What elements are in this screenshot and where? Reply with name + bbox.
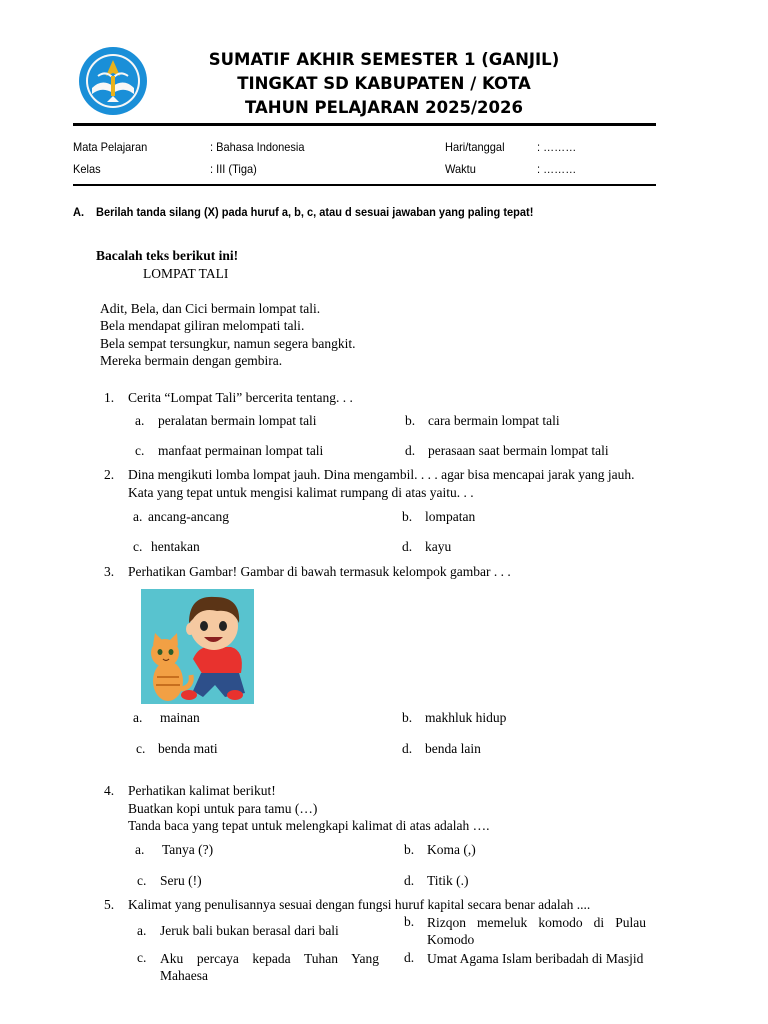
question-text: Perhatikan kalimat berikut! bbox=[128, 783, 276, 798]
header-rule bbox=[73, 123, 656, 126]
question-text: Kata yang tepat untuk mengisi kalimat rumpang di atas yaitu. . . bbox=[128, 485, 474, 500]
option-text: cara bermain lompat tali bbox=[428, 413, 560, 428]
reading-prompt: Bacalah teks berikut ini! bbox=[96, 248, 239, 263]
section-letter: A. bbox=[73, 205, 85, 219]
option-letter: b. bbox=[404, 842, 415, 857]
option-text: Aku percaya kepada Tuhan Yang Mahaesa bbox=[160, 951, 379, 983]
reading-line: Bela sempat tersungkur, namun segera bangkit. bbox=[100, 336, 356, 351]
option-text: kayu bbox=[425, 539, 452, 554]
class-label: Kelas bbox=[73, 162, 101, 176]
time-label: Waktu bbox=[445, 162, 476, 176]
option-letter: c. bbox=[135, 443, 145, 458]
option-letter: b. bbox=[402, 509, 413, 524]
exam-title bbox=[140, 48, 628, 120]
day-value: : ……… bbox=[537, 140, 577, 154]
option-letter: c. bbox=[133, 539, 143, 554]
subject-value: : Bahasa Indonesia bbox=[210, 140, 305, 154]
option-letter: b. bbox=[405, 413, 416, 428]
option-letter: d. bbox=[405, 443, 416, 458]
option-text: mainan bbox=[160, 710, 200, 725]
boy-with-cat-illustration bbox=[141, 589, 254, 704]
option-text: benda mati bbox=[158, 741, 218, 756]
question-text: Tanda baca yang tepat untuk melengkapi kalimat di atas adalah …. bbox=[128, 818, 490, 833]
question-number: 1. bbox=[104, 390, 115, 405]
option-text: Koma (,) bbox=[427, 842, 476, 857]
option-letter: b. bbox=[404, 914, 415, 929]
time-value: : ……… bbox=[537, 162, 577, 176]
option-letter: d. bbox=[404, 950, 415, 965]
option-letter: d. bbox=[404, 873, 415, 888]
option-letter: b. bbox=[402, 710, 413, 725]
option-letter: a. bbox=[135, 413, 145, 428]
option-letter: a. bbox=[137, 923, 147, 938]
option-text: benda lain bbox=[425, 741, 481, 756]
question-text: Dina mengikuti lomba lompat jauh. Dina mengambil. . . . agar bisa mencapai jarak yang jauh. bbox=[128, 467, 635, 482]
option-letter: c. bbox=[137, 873, 147, 888]
question-text: Kalimat yang penulisannya sesuai dengan fungsi huruf kapital secara benar adalah .... bbox=[128, 897, 591, 912]
reading-title: LOMPAT TALI bbox=[143, 266, 229, 281]
option-letter: a. bbox=[135, 842, 145, 857]
section-instruction: Berilah tanda silang (X) pada huruf a, b, c, atau d sesuai jawaban yang paling tepat! bbox=[96, 205, 534, 219]
option-letter: c. bbox=[137, 950, 147, 965]
tut-wuri-handayani-logo bbox=[76, 46, 150, 116]
title-line-3: TAHUN PELAJARAN 2025/2026 bbox=[245, 98, 523, 117]
option-text: Seru (!) bbox=[160, 873, 202, 888]
question-number: 5. bbox=[104, 897, 115, 912]
class-value: : III (Tiga) bbox=[210, 162, 257, 176]
option-text: Tanya (?) bbox=[162, 842, 214, 857]
option-text: perasaan saat bermain lompat tali bbox=[428, 443, 609, 458]
option-text: Umat Agama Islam beribadah di Masjid bbox=[427, 951, 644, 966]
info-rule bbox=[73, 184, 656, 186]
option-letter: a. bbox=[133, 509, 143, 524]
option-text: lompatan bbox=[425, 509, 476, 524]
question-number: 2. bbox=[104, 467, 115, 482]
option-text: makhluk hidup bbox=[425, 710, 507, 725]
question-number: 4. bbox=[104, 783, 115, 798]
title-line-2: TINGKAT SD KABUPATEN / KOTA bbox=[237, 74, 531, 93]
question-text: Buatkan kopi untuk para tamu (…) bbox=[128, 801, 318, 816]
question-number: 3. bbox=[104, 564, 115, 579]
option-letter: d. bbox=[402, 539, 413, 554]
option-text: peralatan bermain lompat tali bbox=[158, 413, 317, 428]
option-letter: c. bbox=[136, 741, 146, 756]
reading-line: Mereka bermain dengan gembira. bbox=[100, 353, 283, 368]
option-text: hentakan bbox=[151, 539, 200, 554]
question-text: Cerita “Lompat Tali” bercerita tentang. . . bbox=[128, 390, 353, 405]
option-text: manfaat permainan lompat tali bbox=[158, 443, 324, 458]
title-line-1: SUMATIF AKHIR SEMESTER 1 (GANJIL) bbox=[208, 50, 560, 69]
option-text: Rizqon memeluk komodo di Pulau Komodo bbox=[427, 915, 646, 947]
question-text: Perhatikan Gambar! Gambar di bawah termasuk kelompok gambar . . . bbox=[128, 564, 511, 579]
reading-line: Adit, Bela, dan Cici bermain lompat tali. bbox=[100, 301, 321, 316]
subject-label: Mata Pelajaran bbox=[73, 140, 148, 154]
option-text: Jeruk bali bukan berasal dari bali bbox=[160, 923, 339, 938]
reading-line: Bela mendapat giliran melompati tali. bbox=[100, 318, 305, 333]
option-text: Titik (.) bbox=[427, 873, 469, 888]
option-letter: d. bbox=[402, 741, 413, 756]
option-text: ancang-ancang bbox=[148, 509, 229, 524]
day-label: Hari/tanggal bbox=[445, 140, 505, 154]
option-letter: a. bbox=[133, 710, 143, 725]
